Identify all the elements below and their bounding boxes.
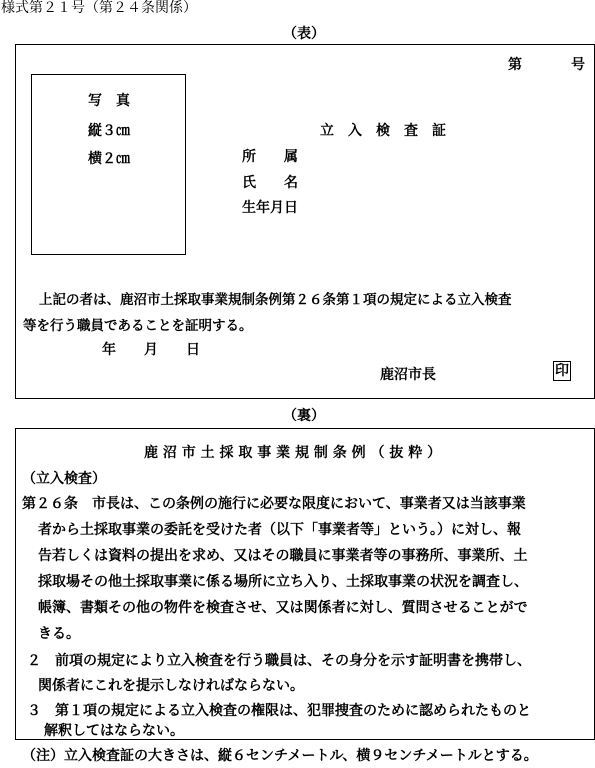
photo-width: 横２㎝ [88,151,130,167]
paragraph-line: 解釈してはならない。 [44,723,184,739]
issuer: 鹿沼市長 [380,367,436,383]
paragraph-line: ２ 前項の規定により立入検査を行う職員は、その身分を示す証明書を携帯し、 [27,653,531,669]
form-label: 様式第２１号（第２４条関係） [1,0,197,16]
certification-line-2: 等を行う職員であることを証明する。 [23,318,253,334]
certification-line-1: 上記の者は、鹿沼市土採取事業規制条例第２６条第１項の規定による立入検査 [39,292,512,308]
number-suffix: 号 [571,57,585,73]
article-heading: （立入検査） [22,471,106,487]
paragraph-line: ３ 第１項の規定による立入検査の権限は、犯罪捜査のために認められたものと [27,703,531,719]
field-birthdate: 生年月日 [242,200,298,216]
article-line: 告若しくは資料の提出を求め、又はその職員に事業者等の事務所、事業所、土 [38,548,528,564]
number-label: 第 [508,57,522,73]
article-line: きる。 [38,626,80,642]
card-title: 立 入 検 査 証 [320,123,446,139]
paragraph-line: 関係者にこれを提示しなければならない。 [38,678,304,694]
article-line: 帳簿、書類その他の物件を検査させ、又は関係者に対し、質問させることがで [38,600,528,616]
photo-title: 写 真 [88,93,130,109]
front-section-label: （表） [283,26,325,42]
photo-height: 縦３㎝ [88,123,130,139]
seal-mark: 印 [555,363,569,379]
field-affiliation: 所 属 [242,149,298,165]
article-line: 第２６条 市長は、この条例の施行に必要な限度において、事業者又は当該事業 [22,496,526,512]
size-note: （注）立入検査証の大きさは、縦６センチメートル、横９センチメートルとする。 [22,748,538,764]
field-name: 氏 名 [242,175,298,191]
article-line: 採取場その他土採取事業に係る場所に立ち入り、土採取事業の状況を調査し、 [38,574,528,590]
date-line: 年 月 日 [102,342,200,358]
article-line: 者から土採取事業の委託を受けた者（以下「事業者等」という。）に対し、報 [38,522,521,538]
back-title: 鹿 沼 市 土 採 取 事 業 規 制 条 例 （ 抜 粋 ） [144,445,442,461]
back-section-label: （裏） [283,408,325,424]
